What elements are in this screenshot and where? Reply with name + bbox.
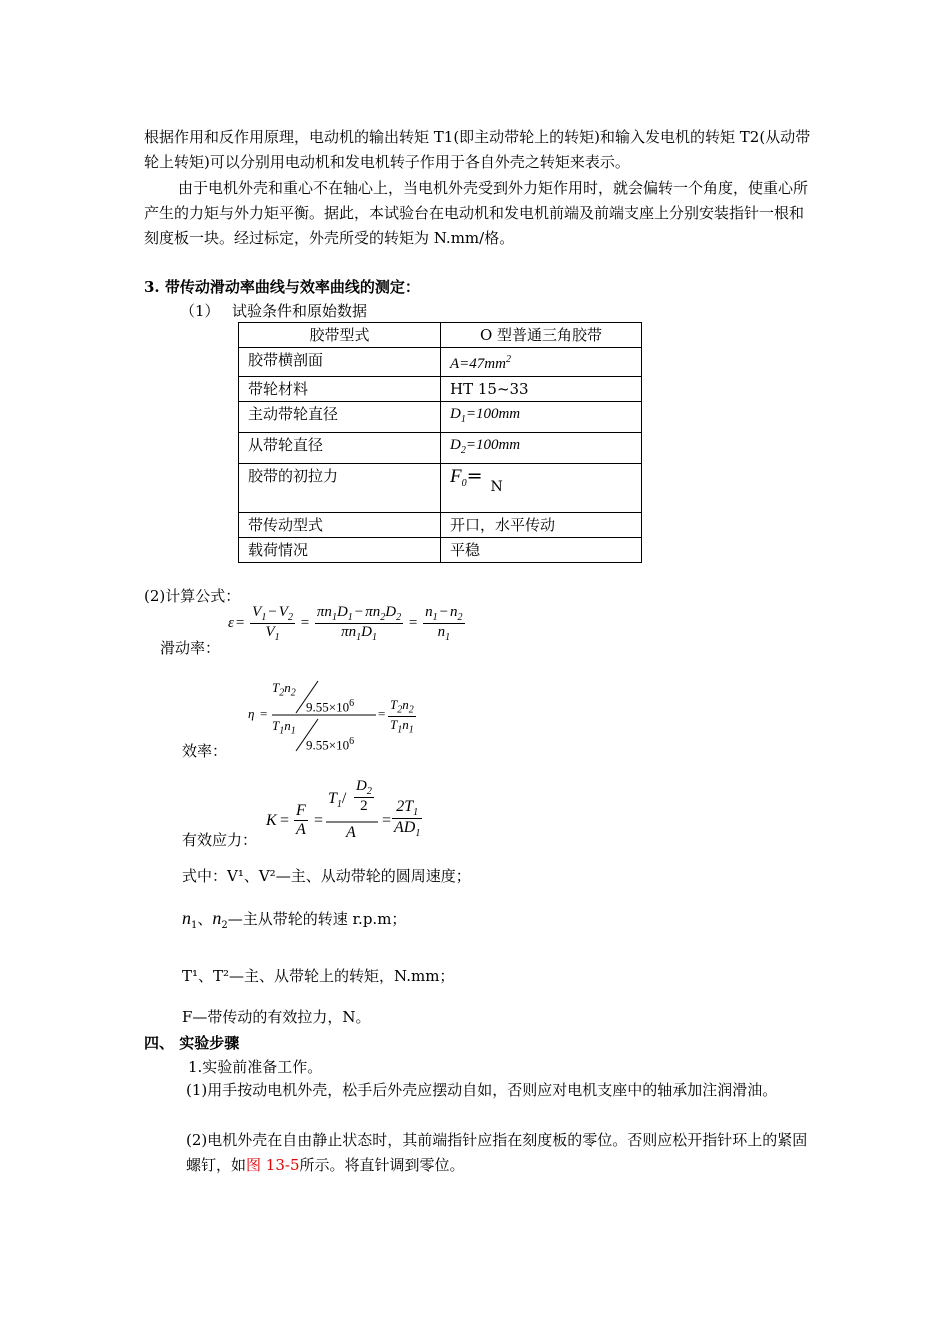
- table-row: [239, 433, 642, 464]
- parameter-table: [238, 322, 642, 563]
- table-cell-value: $D_1=100mm$: [441, 402, 642, 433]
- table-row: [239, 513, 642, 538]
- table-cell-label: 从带轮直径: [239, 433, 441, 464]
- table-cell-value: 开口，水平传动: [441, 513, 642, 538]
- intro-paragraph-1: 根据作用和反作用原理，电动机的输出转矩 T1(即主动带轮上的转矩)和输入发电机的转矩 T2(从动带轮上转矩)可以分别用电动机和发电机转子作用于各自外壳之转矩来表示。: [144, 128, 811, 171]
- table-cell-label: 胶带的初拉力: [239, 464, 441, 513]
- table-row: [239, 377, 642, 402]
- legend-torque: T¹、T²—主、从带轮上的转矩，N.mm；: [182, 967, 455, 985]
- intro-paragraph-2: 由于电机外壳和重心不在轴心上，当电机外壳受到外力矩作用时，就会偏转一个角度，使重心所产生的力矩与外力矩平衡。据此，本试验台在电动机和发电机前端及前端支座上分别安装指针一根和刻度板一块。经过标定，外壳所受的转矩为 N.mm/格。: [144, 179, 809, 247]
- formula-heading: (2)计算公式：: [144, 587, 241, 605]
- table-cell-label: 带传动型式: [239, 513, 441, 538]
- table-row: [239, 464, 642, 513]
- slip-rate-formula: ε = $\frac{V_1 - V_2}{V_1}$ = $\frac{\pi n_1D_1 - \pi n_2D_2}{\pi n_1D_1}$ = $\frac{n_1 - n_2}{n_1}$: [228, 604, 463, 643]
- table-cell-value: $F_0= N$: [441, 464, 642, 513]
- step-1-paragraph-1: (1)用手按动电机外壳，松手后外壳应摆动自如，否则应对电机支座中的轴承加注润滑油。: [186, 1081, 778, 1099]
- fraction-bar: [272, 714, 376, 716]
- table-row: [239, 348, 642, 377]
- table-cell-value: $D_2=100mm$: [441, 433, 642, 464]
- table-header-cell: 胶带型式: [239, 323, 441, 348]
- table-cell-label: 胶带横剖面: [239, 348, 441, 377]
- legend-velocity: 式中：V¹、V²—主、从动带轮的圆周速度；: [182, 867, 471, 885]
- efficiency-label: 效率：: [182, 742, 228, 760]
- table-row: [239, 402, 642, 433]
- figure-reference-link[interactable]: 图 13-5: [246, 1156, 300, 1174]
- table-cell-label: 带轮材料: [239, 377, 441, 402]
- fraction-bar: [326, 821, 378, 823]
- step-1-paragraph-2: (2)电机外壳在自由静止状态时，其前端指针应指在刻度板的零位。否则应松开指针环上的紧固螺钉，如图 13-5所示。将直针调到零位。: [186, 1131, 808, 1174]
- effective-stress-label: 有效应力：: [182, 831, 258, 849]
- table-cell-value: $A=47mm^2$: [441, 348, 642, 377]
- table-cell-value: 平稳: [441, 538, 642, 563]
- table-cell-value: HT 15~33: [441, 377, 642, 402]
- section-4-title: 四、 实验步骤: [144, 1034, 240, 1052]
- legend-force: F—带传动的有效拉力，N。: [182, 1008, 371, 1026]
- slip-rate-label: 滑动率：: [160, 639, 221, 657]
- table-cell-label: 主动带轮直径: [239, 402, 441, 433]
- table-row: [239, 538, 642, 563]
- subsection-number: （1）: [180, 302, 220, 320]
- table-header-row: [239, 323, 642, 348]
- table-cell-label: 载荷情况: [239, 538, 441, 563]
- legend-speed: $n_1$、$n_2—$主从带轮的转速 r.p.m；: [182, 908, 407, 931]
- step-1-title: 1.实验前准备工作。: [188, 1058, 323, 1076]
- section-3-title: 3. 带传动滑动率曲线与效率曲线的测定：: [144, 278, 420, 296]
- table-header-cell: O 型普通三角胶带: [441, 323, 642, 348]
- subsection-label: 试验条件和原始数据: [232, 302, 368, 320]
- effective-stress-formula: K = $\frac{F}{A}$ = $T_1/$ $\frac{D_2}{2}$ A = $\frac{2T_1}{AD_1}$: [266, 778, 421, 841]
